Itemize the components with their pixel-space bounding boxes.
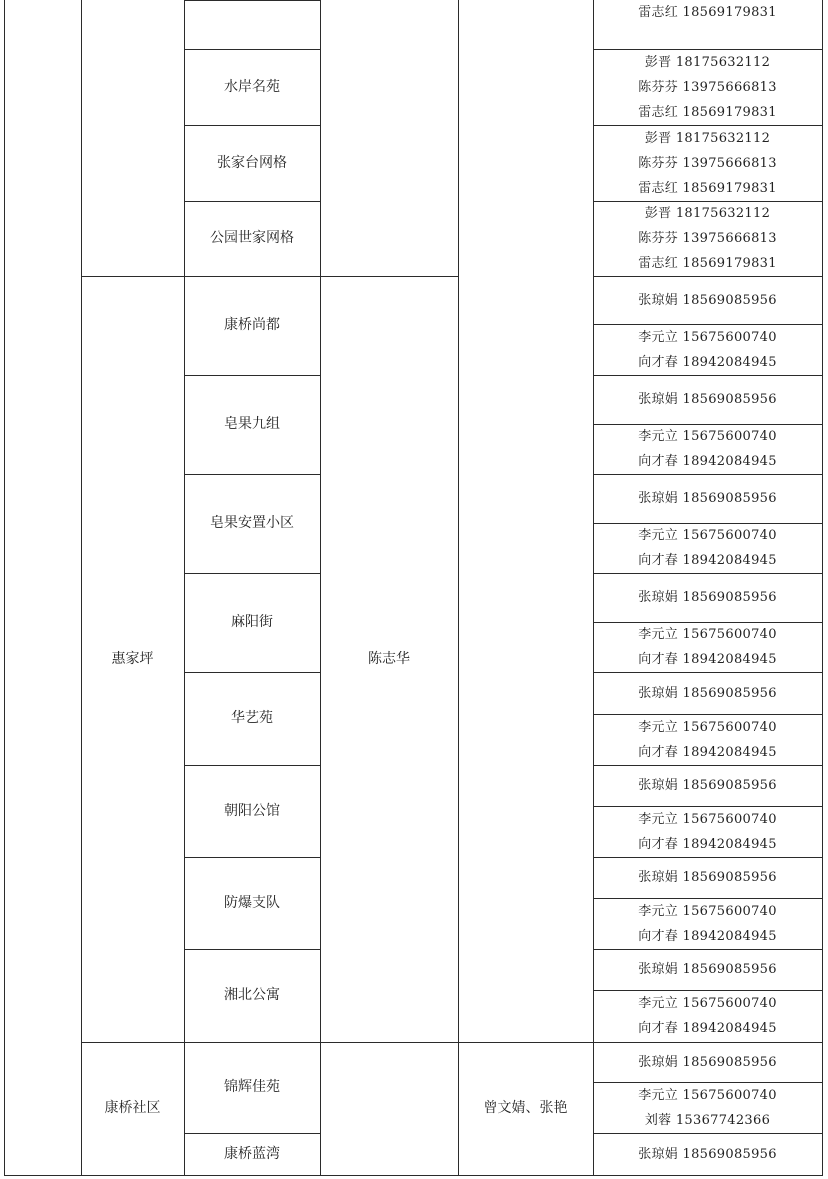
contact-cell xyxy=(593,898,822,949)
contact-entry: 向才春 18942084945 xyxy=(638,836,777,852)
contact-entry: 张琼娟 18569085956 xyxy=(638,870,777,885)
community-cell: 惠家坪 xyxy=(111,650,154,667)
contact-entry: 李元立 15675600740 xyxy=(638,329,777,345)
estate-cell: 防爆支队 xyxy=(224,894,280,911)
estate-cell: 湘北公寓 xyxy=(224,987,280,1003)
estate-cell: 康桥蓝湾 xyxy=(224,1145,280,1162)
contact-entry: 李元立 15675600740 xyxy=(638,429,777,444)
contact-cell xyxy=(593,990,822,1042)
contact-entry: 向才春 18942084945 xyxy=(638,744,777,760)
sub-leader-cell: 曾文婧、张艳 xyxy=(483,1100,568,1116)
contact-cell xyxy=(593,949,822,990)
contact-cell xyxy=(593,1133,822,1175)
contact-entry: 雷志红 18569179831 xyxy=(638,256,777,271)
estate-cell: 张家台网格 xyxy=(217,154,287,171)
estate-cell: 水岸名苑 xyxy=(224,78,280,95)
contact-cell xyxy=(593,714,822,765)
contact-cell xyxy=(593,765,822,806)
contact-entry: 张琼娟 18569085956 xyxy=(638,778,777,793)
contact-entry: 李元立 15675600740 xyxy=(638,1087,777,1103)
contact-entry: 向才春 18942084945 xyxy=(638,553,777,568)
contact-entry: 向才春 18942084945 xyxy=(638,652,777,667)
estate-cell: 华艺苑 xyxy=(231,710,273,726)
contact-cell xyxy=(593,474,822,523)
leader-cell xyxy=(320,0,458,276)
estate-cell: 皂果九组 xyxy=(224,416,280,432)
contact-entry: 彭晋 18175632112 xyxy=(644,130,771,146)
table-rule xyxy=(4,1175,823,1176)
leader-cell xyxy=(320,1042,458,1175)
leader-cell: 陈志华 xyxy=(368,650,410,667)
sub-leader-cell xyxy=(458,0,593,1042)
contact-cell xyxy=(593,201,822,276)
contact-entry: 雷志红 18569179831 xyxy=(638,104,777,120)
contact-entry: 张琼娟 18569085956 xyxy=(638,392,777,407)
contact-entry: 雷志红 18569179831 xyxy=(638,180,777,196)
estate-cell: 锦辉佳苑 xyxy=(224,1079,280,1095)
contact-cell xyxy=(593,573,822,622)
contact-entry: 李元立 15675600740 xyxy=(638,811,777,827)
contact-entry: 向才春 18942084945 xyxy=(638,1021,777,1036)
contact-cell xyxy=(593,672,822,714)
estate-cell: 康桥尚都 xyxy=(224,317,280,333)
contact-entry: 向才春 18942084945 xyxy=(638,354,777,370)
contact-entry: 李元立 15675600740 xyxy=(638,627,777,642)
contact-cell xyxy=(593,1042,822,1082)
contact-cell xyxy=(593,806,822,857)
contact-entry: 张琼娟 18569085956 xyxy=(638,590,777,605)
contact-cell xyxy=(593,622,822,672)
contact-entry: 张琼娟 18569085956 xyxy=(638,1146,777,1162)
estate-cell: 皂果安置小区 xyxy=(210,515,294,531)
contact-entry: 张琼娟 18569085956 xyxy=(638,962,777,977)
contact-entry: 雷志红 18569179831 xyxy=(638,5,777,20)
community-cell xyxy=(81,0,184,276)
estate-cell xyxy=(184,0,320,49)
contact-entry: 张琼娟 18569085956 xyxy=(638,491,777,506)
estate-cell: 朝阳公馆 xyxy=(224,802,280,819)
contact-entry: 李元立 15675600740 xyxy=(638,528,777,543)
contact-cell xyxy=(593,324,822,375)
contact-cell xyxy=(593,125,822,201)
contact-entry: 张琼娟 18569085956 xyxy=(638,1054,777,1070)
contact-cell xyxy=(593,1082,822,1133)
contact-entry: 陈芬芬 13975666813 xyxy=(638,155,777,171)
contact-entry: 陈芬芬 13975666813 xyxy=(638,79,777,95)
contact-cell xyxy=(593,424,822,474)
contact-entry: 彭晋 18175632112 xyxy=(644,54,771,70)
contact-entry: 刘蓉 15367742366 xyxy=(644,1112,771,1128)
contact-entry: 张琼娟 18569085956 xyxy=(638,685,777,701)
contact-entry: 李元立 15675600740 xyxy=(638,903,777,919)
contact-entry: 李元立 15675600740 xyxy=(638,996,777,1011)
contact-cell xyxy=(593,276,822,324)
table-rule xyxy=(822,0,823,1176)
community-cell: 康桥社区 xyxy=(104,1100,161,1116)
contact-entry: 李元立 15675600740 xyxy=(638,719,777,735)
contact-entry: 张琼娟 18569085956 xyxy=(638,292,777,308)
contact-cell xyxy=(593,49,822,125)
contact-entry: 陈芬芬 13975666813 xyxy=(638,231,777,246)
contact-cell xyxy=(593,0,822,49)
contact-entry: 向才春 18942084945 xyxy=(638,928,777,944)
contact-entry: 向才春 18942084945 xyxy=(638,454,777,469)
contact-cell xyxy=(593,375,822,424)
estate-cell: 麻阳街 xyxy=(231,614,273,630)
contact-cell xyxy=(593,523,822,573)
contact-entry: 彭晋 18175632112 xyxy=(644,206,771,221)
estate-cell: 公园世家网格 xyxy=(210,230,294,246)
contact-cell xyxy=(593,857,822,898)
table-rule xyxy=(4,0,5,1176)
